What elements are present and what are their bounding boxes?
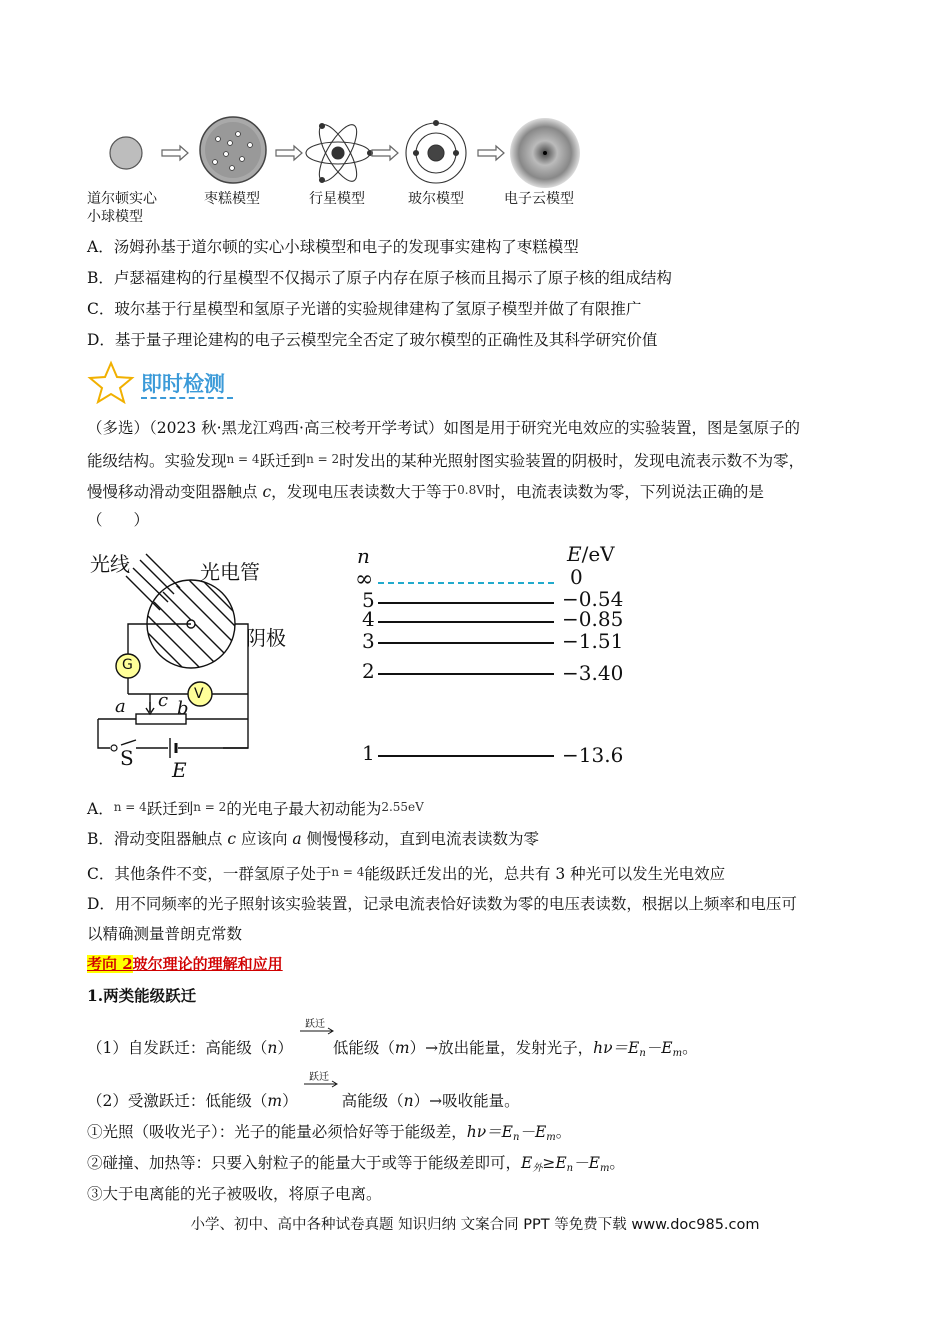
level-line-4	[378, 621, 554, 623]
transition-arrow-label-1: 跃迁	[305, 1019, 325, 1030]
q2-option-a: A．n = 4跃迁到n = 2的光电子最大初动能为2.55eV	[87, 800, 424, 818]
level-line-1	[378, 755, 554, 757]
level-line-2	[378, 673, 554, 675]
level-n-3: 3	[362, 629, 375, 653]
q2-line-3: 慢慢移动滑动变阻器触点 c，发现电压表读数大于等于0.8V时，电流表读数为零，下列说法正确的是	[87, 483, 764, 501]
q1-option-b: B．卢瑟福建构的行星模型不仅揭示了原子内存在原子核而且揭示了原子核的组成结构	[87, 269, 672, 287]
model-label-planetary: 行星模型	[309, 191, 365, 207]
level-e-2: −3.40	[562, 661, 624, 685]
arrow-icon	[372, 146, 398, 160]
math-n2: n = 2	[306, 452, 340, 466]
math-n4: n = 4	[226, 452, 260, 466]
level-line-3	[378, 642, 554, 644]
label-v: V	[194, 686, 204, 702]
level-header-n: n	[357, 544, 370, 568]
q2-option-c: C．其他条件不变，一群氢原子处于n = 4能级跃迁发出的光，总共有 3 种光可以发生光电效应	[87, 865, 726, 883]
banner-underline	[141, 397, 233, 399]
label-e: E	[172, 758, 187, 782]
content-line-5: ③大于电离能的光子被吸收，将原子电离。	[87, 1185, 382, 1203]
label-light: 光线	[90, 552, 130, 576]
section-heading: 玻尔理论的理解和应用	[132, 955, 283, 973]
content-heading: 1.两类能级跃迁	[87, 986, 197, 1005]
label-b: b	[177, 698, 189, 719]
content-line-4: ②碰撞、加热等：只要入射粒子的能量大于或等于能级差即可，$E_外\ge E_n-E_m$。	[87, 1154, 625, 1174]
right-arrow-icon	[304, 1080, 340, 1088]
dalton-ball-icon	[110, 137, 142, 169]
atomic-models-illustration	[100, 112, 600, 197]
level-e-1: −13.6	[562, 743, 624, 767]
star-icon	[87, 360, 135, 404]
level-e-5: −0.54	[562, 587, 624, 611]
label-s: S	[120, 746, 134, 770]
q2-option-d-line-2: 以精确测量普朗克常数	[87, 925, 243, 943]
plum-pudding-icon	[200, 117, 266, 183]
label-a: a	[115, 696, 126, 717]
section-tag: 考向 2	[87, 955, 133, 973]
content-line-3: ①光照（吸收光子）：光子的能量必须恰好等于能级差，$h\nu=E_n-E_m$。	[87, 1123, 572, 1143]
level-infinity: ∞	[355, 567, 374, 592]
bohr-model-icon	[406, 121, 466, 184]
content-line-2: （2）受激跃迁：低能级（m） 高能级（n）→吸收能量。	[87, 1092, 520, 1110]
model-label-dalton-2: 小球模型	[87, 209, 143, 225]
level-line-infinity	[378, 582, 554, 584]
model-label-electron-cloud: 电子云模型	[504, 191, 574, 207]
level-header-e: E/eV	[567, 542, 615, 566]
page-footer: 小学、初中、高中各种试卷真题 知识归纳 文案合同 PPT 等免费下载 www.doc985.com	[190, 1217, 760, 1233]
q2-option-d-line-1: D．用不同频率的光子照射该实验装置，记录电流表恰好读数为零的电压表读数，根据以上频率和电压可	[87, 895, 797, 913]
q2-option-b: B．滑动变阻器触点 c 应该向 a 侧慢慢移动，直到电流表读数为零	[87, 830, 540, 848]
level-e-4: −0.85	[562, 607, 624, 631]
q2-line-2: 能级结构。实验发现n = 4跃迁到n = 2时发出的某种光照射图实验装置的阴极时，发现电流表示数不为零，	[87, 452, 805, 470]
math-voltage: 0.8V	[457, 483, 485, 497]
level-value-infinity: 0	[570, 565, 583, 589]
q1-option-a: A．汤姆孙基于道尔顿的实心小球模型和电子的发现事实建构了枣糕模型	[87, 238, 579, 256]
label-cathode: 阴极	[246, 626, 286, 650]
arrow-icon	[478, 146, 504, 160]
label-c: c	[158, 690, 169, 711]
transition-arrow-label-2: 跃迁	[309, 1072, 329, 1083]
banner-title: 即时检测	[141, 372, 225, 396]
q2-line-1: （多选）（2023 秋·黑龙江鸡西·高三校考开学考试）如图是用于研究光电效应的实验装置，图是氢原子的	[87, 419, 800, 437]
q1-option-d: D．基于量子理论建构的电子云模型完全否定了玻尔模型的正确性及其科学研究价值	[87, 331, 658, 349]
level-n-5: 5	[362, 588, 375, 612]
level-e-3: −1.51	[562, 629, 624, 653]
model-label-bohr: 玻尔模型	[408, 191, 464, 207]
model-label-plum-pudding: 枣糕模型	[204, 191, 260, 207]
q2-line-4: （ ）	[87, 511, 150, 529]
right-arrow-icon	[300, 1027, 336, 1035]
level-n-2: 2	[362, 659, 375, 683]
arrow-icon	[276, 146, 302, 160]
level-n-4: 4	[362, 607, 375, 631]
level-n-1: 1	[362, 741, 375, 765]
arrow-icon	[162, 146, 188, 160]
level-line-5	[378, 602, 554, 604]
content-line-1: （1）自发跃迁：高能级（n） 低能级（m）→放出能量，发射光子，$h\nu=E_n-E_m$。	[87, 1039, 698, 1059]
section-title	[87, 953, 283, 974]
planetary-model-icon	[306, 120, 373, 186]
q1-option-c: C．玻尔基于行星模型和氢原子光谱的实验规律建构了氢原子模型并做了有限推广	[87, 300, 642, 318]
label-g: G	[122, 657, 133, 673]
label-phototube: 光电管	[200, 560, 260, 584]
model-label-dalton-1: 道尔顿实心	[87, 191, 157, 207]
instant-test-banner	[87, 360, 247, 404]
